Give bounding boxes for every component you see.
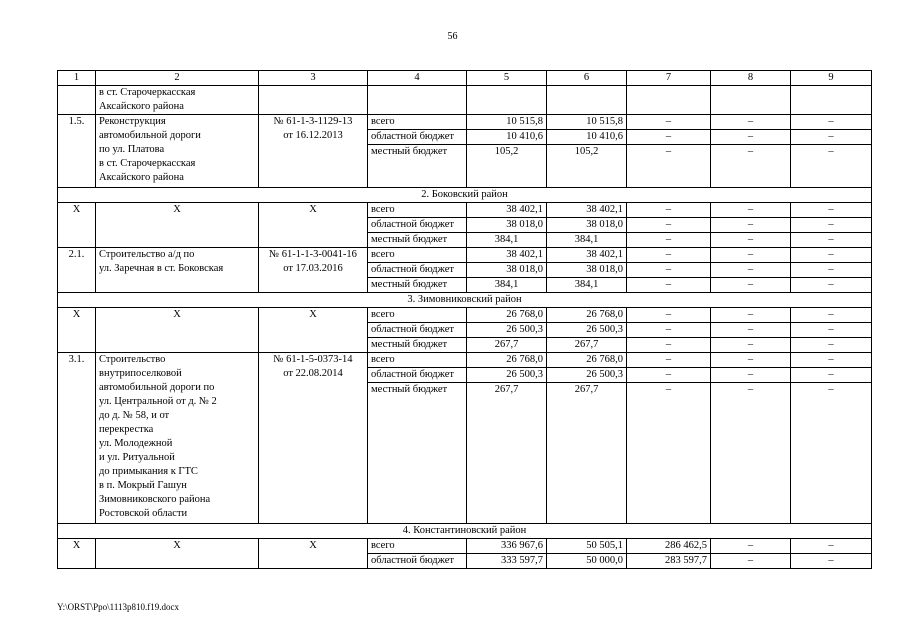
- value-cell: 26 500,3: [547, 368, 627, 383]
- value-cell: 26 768,0: [547, 308, 627, 323]
- dash-cell: –: [791, 353, 872, 368]
- dash-cell: –: [711, 248, 791, 263]
- dash-cell: –: [791, 323, 872, 338]
- dash-cell: –: [791, 145, 872, 188]
- value-cell: 384,1: [547, 278, 627, 293]
- dash-cell: –: [791, 278, 872, 293]
- table-row: Х Х Х всего 26 768,0 26 768,0 – – –: [58, 308, 872, 323]
- value-cell: 38 402,1: [467, 203, 547, 218]
- item-document: № 61-1-1-3-0041-16 от 17.03.2016: [259, 248, 368, 293]
- dash-cell: –: [791, 233, 872, 248]
- value-cell: 384,1: [467, 278, 547, 293]
- value-cell: 38 018,0: [467, 218, 547, 233]
- table-row: [58, 248, 872, 263]
- dash-cell: –: [711, 323, 791, 338]
- item-document: № 61-1-3-1129-13 от 16.12.2013: [259, 115, 368, 188]
- value-cell: 26 500,3: [547, 323, 627, 338]
- source-label: местный бюджет: [368, 233, 467, 248]
- value-cell: 336 967,6: [467, 539, 547, 554]
- dash-cell: –: [791, 218, 872, 233]
- section-row: [58, 293, 872, 308]
- dash-cell: –: [711, 539, 791, 554]
- value-cell: 38 402,1: [467, 248, 547, 263]
- dash-cell: –: [791, 554, 872, 569]
- value-cell: 50 505,1: [547, 539, 627, 554]
- dash-cell: –: [627, 248, 711, 263]
- value-cell: 384,1: [547, 233, 627, 248]
- source-label: областной бюджет: [368, 368, 467, 383]
- dash-cell: –: [627, 338, 711, 353]
- section-row: [58, 188, 872, 203]
- dash-cell: –: [791, 248, 872, 263]
- value-cell: 38 018,0: [547, 218, 627, 233]
- source-label: областной бюджет: [368, 263, 467, 278]
- value-cell: 267,7: [467, 383, 547, 524]
- dash-cell: –: [711, 278, 791, 293]
- dash-cell: –: [711, 338, 791, 353]
- table-row: [58, 353, 872, 368]
- value-cell: 333 597,7: [467, 554, 547, 569]
- dash-cell: –: [627, 353, 711, 368]
- col-header-8: 8: [711, 71, 791, 86]
- dash-cell: –: [791, 338, 872, 353]
- item-document: № 61-1-5-0373-14 от 22.08.2014: [259, 353, 368, 524]
- value-cell: 267,7: [467, 338, 547, 353]
- header-row: [58, 71, 872, 86]
- section-title: 4. Константиновский район: [58, 524, 872, 539]
- value-cell: 10 410,6: [547, 130, 627, 145]
- table-row: [58, 86, 872, 115]
- source-label: областной бюджет: [368, 130, 467, 145]
- dash-cell: –: [627, 130, 711, 145]
- col-header-6: 6: [547, 71, 627, 86]
- dash-cell: –: [711, 145, 791, 188]
- value-cell: 26 500,3: [467, 368, 547, 383]
- value-cell: 267,7: [547, 383, 627, 524]
- value-cell: 38 402,1: [547, 248, 627, 263]
- dash-cell: –: [791, 203, 872, 218]
- value-cell: 38 018,0: [467, 263, 547, 278]
- dash-cell: –: [791, 383, 872, 524]
- value-cell: 267,7: [547, 338, 627, 353]
- section-title: 2. Боковский район: [58, 188, 872, 203]
- section-row: [58, 524, 872, 539]
- value-cell: 10 515,8: [547, 115, 627, 130]
- source-label: областной бюджет: [368, 323, 467, 338]
- dash-cell: –: [791, 263, 872, 278]
- source-label: всего: [368, 248, 467, 263]
- col-header-3: 3: [259, 71, 368, 86]
- value-cell: 26 500,3: [467, 323, 547, 338]
- item-number: 3.1.: [58, 353, 96, 524]
- value-cell: 283 597,7: [627, 554, 711, 569]
- col-header-7: 7: [627, 71, 711, 86]
- dash-cell: –: [627, 368, 711, 383]
- dash-cell: –: [791, 368, 872, 383]
- item-number: 1.5.: [58, 115, 96, 188]
- dash-cell: –: [791, 539, 872, 554]
- table-row: [58, 115, 872, 130]
- value-cell: 50 000,0: [547, 554, 627, 569]
- value-cell: 38 018,0: [547, 263, 627, 278]
- source-label: местный бюджет: [368, 338, 467, 353]
- dash-cell: –: [711, 368, 791, 383]
- source-label: всего: [368, 115, 467, 130]
- dash-cell: –: [711, 130, 791, 145]
- value-cell: 26 768,0: [547, 353, 627, 368]
- source-label: всего: [368, 308, 467, 323]
- budget-table: [57, 70, 872, 569]
- source-label: местный бюджет: [368, 383, 467, 524]
- source-label: областной бюджет: [368, 554, 467, 569]
- table-row: Х Х Х всего 38 402,1 38 402,1 – – –: [58, 203, 872, 218]
- col-header-9: 9: [791, 71, 872, 86]
- dash-cell: –: [627, 323, 711, 338]
- value-cell: 286 462,5: [627, 539, 711, 554]
- page-number: 56: [447, 31, 458, 42]
- dash-cell: –: [627, 115, 711, 130]
- value-cell: 105,2: [547, 145, 627, 188]
- source-label: всего: [368, 539, 467, 554]
- dash-cell: –: [711, 263, 791, 278]
- col-header-5: 5: [467, 71, 547, 86]
- item-name: Строительство а/д по ул. Заречная в ст. Боковская: [96, 248, 259, 293]
- dash-cell: –: [711, 308, 791, 323]
- dash-cell: –: [711, 353, 791, 368]
- value-cell: 384,1: [467, 233, 547, 248]
- dash-cell: –: [711, 554, 791, 569]
- dash-cell: –: [627, 233, 711, 248]
- dash-cell: –: [711, 383, 791, 524]
- value-cell: 26 768,0: [467, 308, 547, 323]
- source-label: всего: [368, 203, 467, 218]
- source-label: местный бюджет: [368, 278, 467, 293]
- value-cell: 105,2: [467, 145, 547, 188]
- dash-cell: –: [711, 203, 791, 218]
- dash-cell: –: [791, 308, 872, 323]
- dash-cell: –: [711, 233, 791, 248]
- dash-cell: –: [627, 308, 711, 323]
- item-name: Строительство внутрипоселковой автомобильной дороги по ул. Центральной от д. № 2 до д. № 58, и от перекрестка ул. Молодежной и ул. Ритуальной до примыкания к ГТС в п. Мокрый Гашун Зимовниковского района Ростовской области: [96, 353, 259, 524]
- item-number: 2.1.: [58, 248, 96, 293]
- dash-cell: –: [627, 218, 711, 233]
- dash-cell: –: [711, 115, 791, 130]
- value-cell: 38 402,1: [547, 203, 627, 218]
- section-title: 3. Зимовниковский район: [58, 293, 872, 308]
- dash-cell: –: [791, 130, 872, 145]
- file-path-footer: Y:\ORST\Ppo\1113p810.f19.docx: [57, 602, 180, 612]
- value-cell: 10 410,6: [467, 130, 547, 145]
- dash-cell: –: [627, 145, 711, 188]
- dash-cell: –: [627, 383, 711, 524]
- col-header-1: 1: [58, 71, 96, 86]
- dash-cell: –: [627, 203, 711, 218]
- dash-cell: –: [627, 263, 711, 278]
- item-name: Реконструкция автомобильной дороги по ул. Платова в ст. Старочеркасская Аксайского района: [96, 115, 259, 188]
- source-label: местный бюджет: [368, 145, 467, 188]
- item-name: в ст. Старочеркасская Аксайского района: [96, 86, 259, 115]
- dash-cell: –: [711, 218, 791, 233]
- source-label: всего: [368, 353, 467, 368]
- col-header-4: 4: [368, 71, 467, 86]
- value-cell: 10 515,8: [467, 115, 547, 130]
- table-row: Х Х Х всего 336 967,6 50 505,1 286 462,5 – –: [58, 539, 872, 554]
- source-label: областной бюджет: [368, 218, 467, 233]
- col-header-2: 2: [96, 71, 259, 86]
- value-cell: 26 768,0: [467, 353, 547, 368]
- dash-cell: –: [627, 278, 711, 293]
- dash-cell: –: [791, 115, 872, 130]
